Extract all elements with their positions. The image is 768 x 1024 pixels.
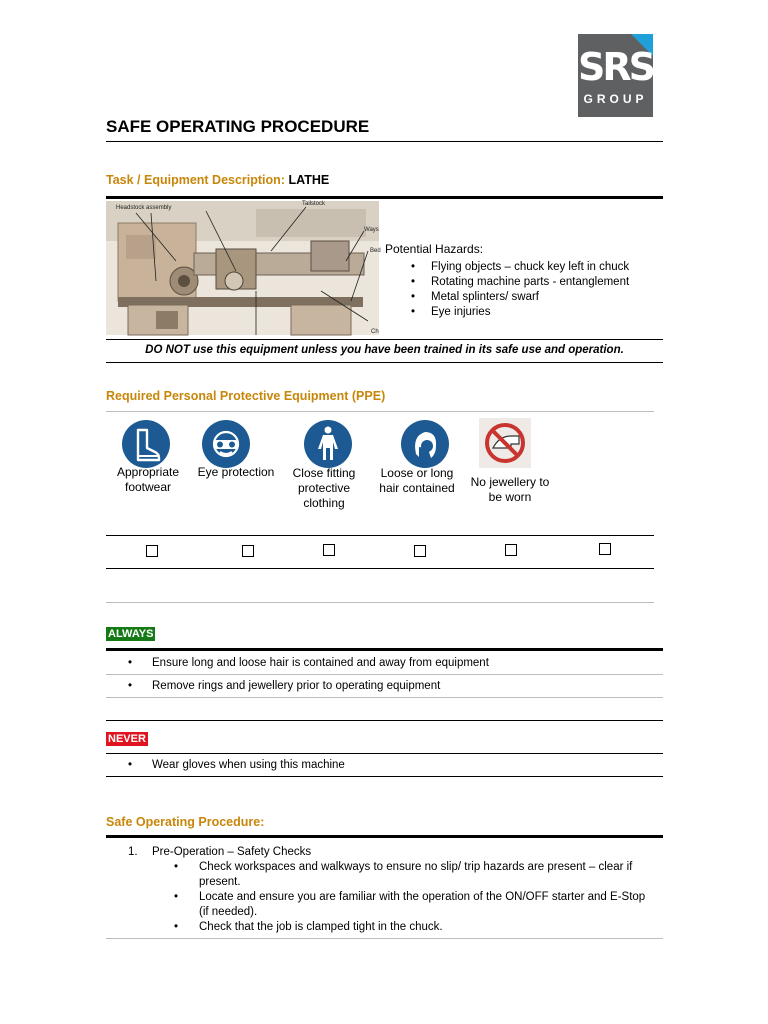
warning-divider [106, 362, 663, 363]
no-jewellery-icon [479, 418, 531, 468]
ppe-label-hair: Loose or long hair contained [379, 466, 455, 495]
hazards-list [411, 260, 629, 320]
ppe-checkbox-jewellery[interactable] [505, 544, 517, 556]
ppe-label-footwear: Appropriate footwear [116, 465, 180, 494]
task-label: Task / Equipment Description: [106, 173, 285, 187]
sop-divider [106, 835, 663, 838]
never-tag: NEVER [108, 733, 146, 745]
always-item-text: Ensure long and loose hair is contained and away from equipment [152, 657, 489, 669]
ppe-checkbox-clothing[interactable] [323, 544, 335, 556]
hazard-item: • Rotating machine parts - entanglement [411, 275, 629, 290]
logo-srs-text: SRS [578, 45, 653, 89]
callout-headstock: Headstock assembly [116, 205, 172, 211]
ppe-checkbox-hair[interactable] [414, 545, 426, 557]
hazards-divider [106, 339, 663, 340]
never-end-divider [106, 776, 663, 777]
ppe-label-eye-protection: Eye protection [197, 465, 275, 479]
procedure-step-number: 1. [128, 846, 138, 858]
ppe-label-clothing: Close fitting protective clothing [292, 466, 356, 510]
checkbox-row-top-divider [106, 535, 654, 536]
task-divider [106, 196, 663, 199]
never-top-divider [106, 720, 663, 721]
always-tag: ALWAYS [108, 628, 154, 640]
potential-hazards-title: Potential Hazards: [385, 242, 484, 256]
sop-heading: Safe Operating Procedure: [106, 815, 265, 829]
task-value: LATHE [288, 173, 330, 187]
hazard-item: • Metal splinters/ swarf [411, 290, 629, 305]
ppe-checkbox-extra[interactable] [599, 543, 611, 555]
procedure-end-divider [106, 938, 663, 939]
callout-ch: Ch [371, 329, 379, 335]
procedure-sub-list [174, 860, 654, 935]
ppe-section-end-divider [106, 602, 654, 603]
callout-ways: Ways [364, 227, 379, 233]
coverall-icon [304, 420, 352, 468]
checkbox-row-bottom-divider [106, 568, 654, 569]
ppe-heading: Required Personal Protective Equipment (PPE) [106, 389, 386, 403]
ppe-checkbox-footwear[interactable] [146, 545, 158, 557]
boot-icon [122, 420, 170, 468]
goggles-icon [202, 420, 250, 468]
ppe-label-jewellery: No jewellery to be worn [470, 475, 550, 504]
task-description [106, 173, 329, 187]
never-divider [106, 753, 663, 754]
never-item-text: Wear gloves when using this machine [152, 759, 345, 771]
hazard-item: • Eye injuries [411, 305, 629, 320]
always-divider [106, 648, 663, 651]
document-title: SAFE OPERATING PROCEDURE [106, 117, 370, 136]
ppe-checkbox-eye-protection[interactable] [242, 545, 254, 557]
procedure-sub-item: • Locate and ensure you are familiar with the operation of the ON/OFF starter and E-Stop (if needed). [174, 890, 654, 920]
always-end-divider [106, 697, 663, 698]
procedure-step [128, 845, 312, 860]
procedure-step-title: Pre-Operation – Safety Checks [152, 846, 312, 858]
callout-tailstock: Tailstock [302, 201, 326, 207]
lathe-image [106, 201, 379, 335]
hazard-item: • Flying objects – chuck key left in chuck [411, 260, 629, 275]
title-divider [106, 141, 663, 142]
lathe-illustration [106, 201, 379, 335]
hair-icon [401, 420, 449, 468]
srs-group-logo [578, 34, 653, 117]
ppe-divider [106, 411, 654, 412]
always-row-divider [106, 674, 663, 675]
procedure-sub-item: • Check that the job is clamped tight in the chuck. [174, 920, 654, 935]
callout-bed: Bed [370, 248, 381, 254]
procedure-sub-item: • Check workspaces and walkways to ensure no slip/ trip hazards are present – clear if present. [174, 860, 654, 890]
training-warning: DO NOT use this equipment unless you have been trained in its safe use and operation. [145, 344, 624, 356]
logo-group-text: GROUP [583, 92, 648, 106]
always-item-text: Remove rings and jewellery prior to operating equipment [152, 680, 441, 692]
